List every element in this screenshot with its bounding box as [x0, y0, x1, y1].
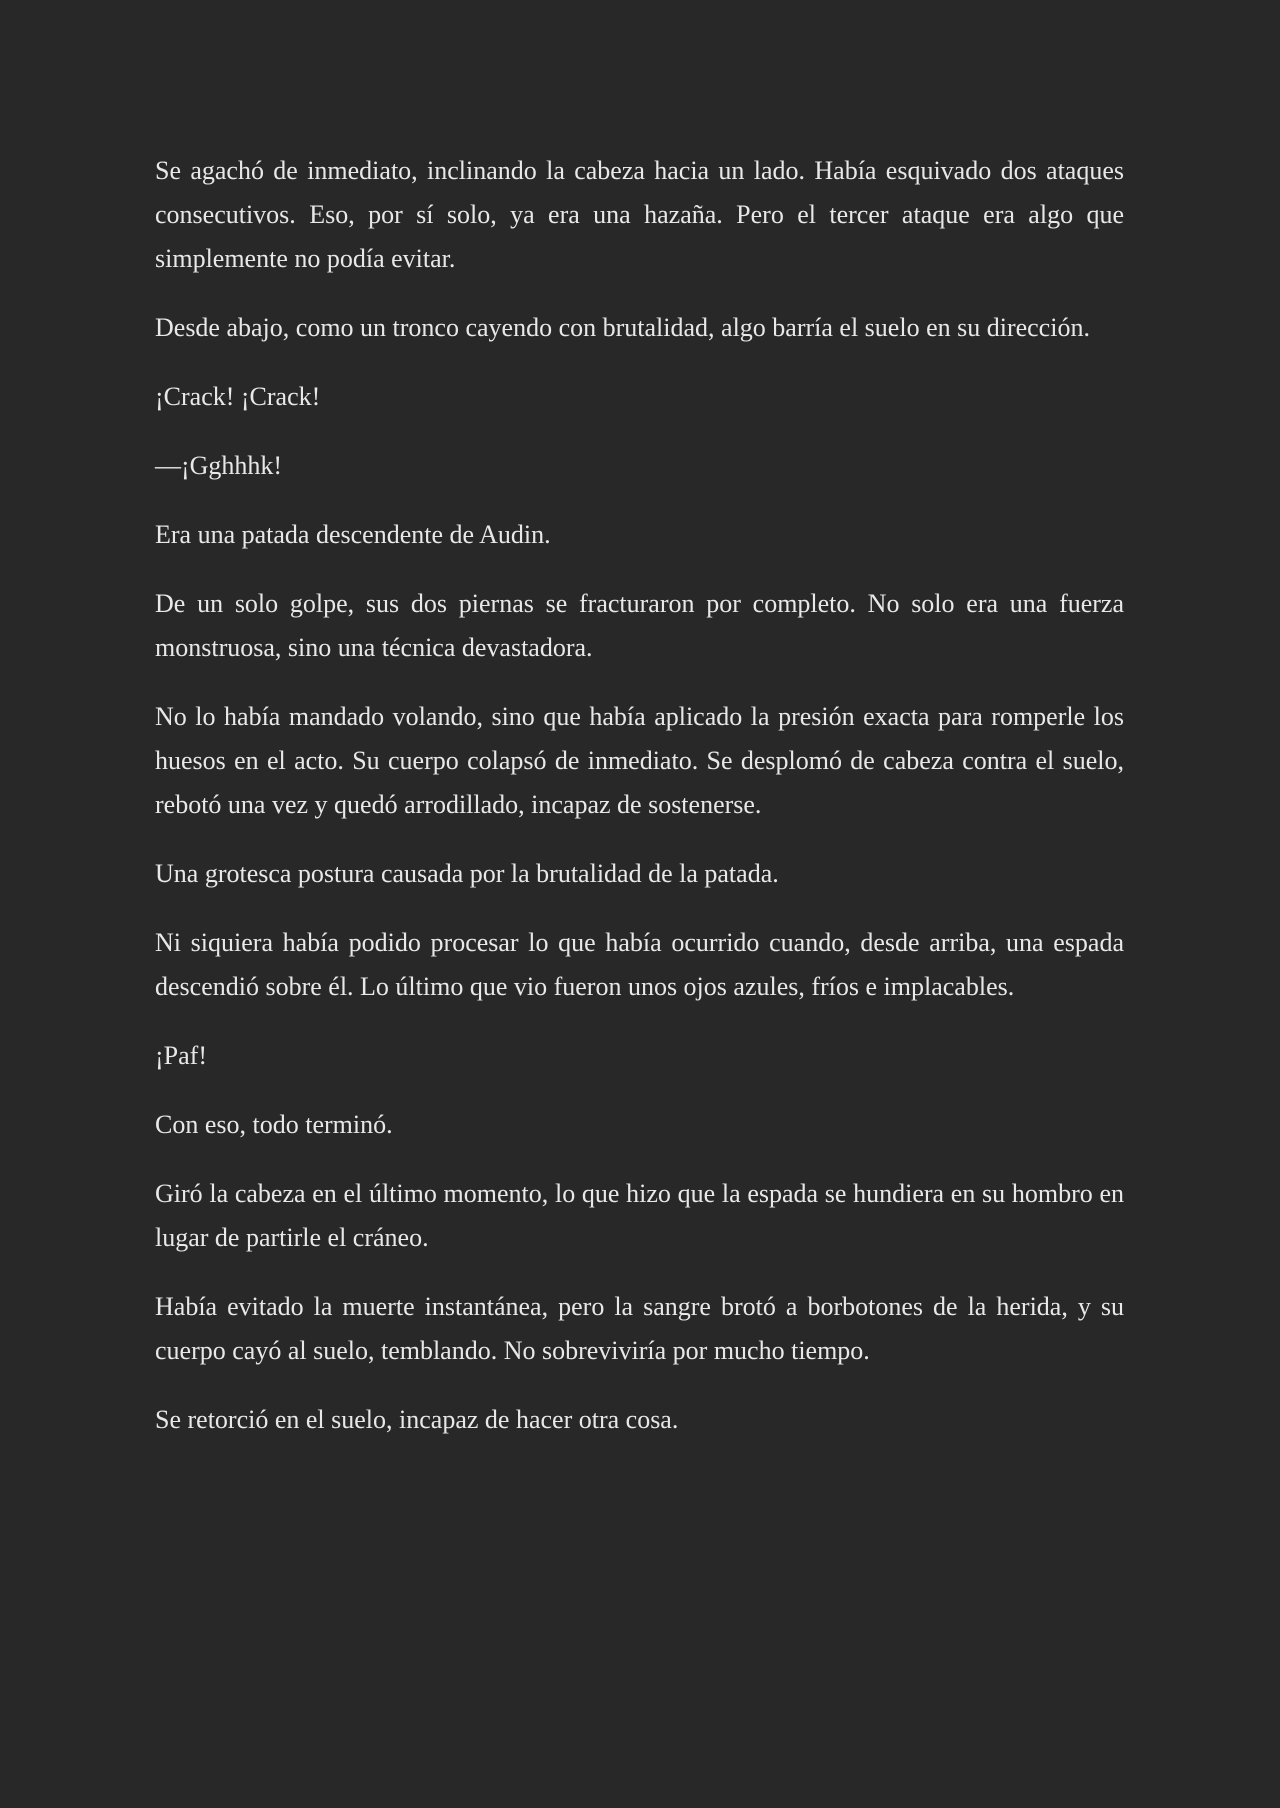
paragraph: Ni siquiera había podido procesar lo que había ocurrido cuando, desde arriba, una espada descendió sobre él. Lo último que vio fueron unos ojos azules, fríos e implacables.: [155, 928, 1124, 1001]
paragraph: Se retorció en el suelo, incapaz de hacer otra cosa.: [155, 1405, 679, 1434]
paragraph: Con eso, todo terminó.: [155, 1110, 393, 1139]
paragraph: No lo había mandado volando, sino que había aplicado la presión exacta para romperle los huesos en el acto. Su cuerpo colapsó de inmediato. Se desplomó de cabeza contra el suelo, rebotó una vez y quedó arrodillado, incapaz de sostenerse.: [155, 702, 1124, 819]
paragraph: Era una patada descendente de Audin.: [155, 520, 551, 549]
paragraph: ¡Crack! ¡Crack!: [155, 382, 321, 411]
paragraph: Se agachó de inmediato, inclinando la cabeza hacia un lado. Había esquivado dos ataques consecutivos. Eso, por sí solo, ya era una hazaña. Pero el tercer ataque era algo que simplemente no podía evitar.: [155, 156, 1124, 273]
paragraph: ¡Paf!: [155, 1041, 207, 1070]
paragraph: Había evitado la muerte instantánea, pero la sangre brotó a borbotones de la herida, y su cuerpo cayó al suelo, temblando. No sobreviviría por mucho tiempo.: [155, 1292, 1124, 1365]
chapter-text: [155, 149, 1124, 1467]
paragraph: De un solo golpe, sus dos piernas se fracturaron por completo. No solo era una fuerza monstruosa, sino una técnica devastadora.: [155, 589, 1124, 662]
paragraph: Giró la cabeza en el último momento, lo que hizo que la espada se hundiera en su hombro en lugar de partirle el cráneo.: [155, 1179, 1124, 1252]
paragraph: Desde abajo, como un tronco cayendo con brutalidad, algo barría el suelo en su dirección.: [155, 313, 1090, 342]
paragraph: —¡Gghhhk!: [155, 451, 283, 480]
paragraph: Una grotesca postura causada por la brutalidad de la patada.: [155, 859, 779, 888]
